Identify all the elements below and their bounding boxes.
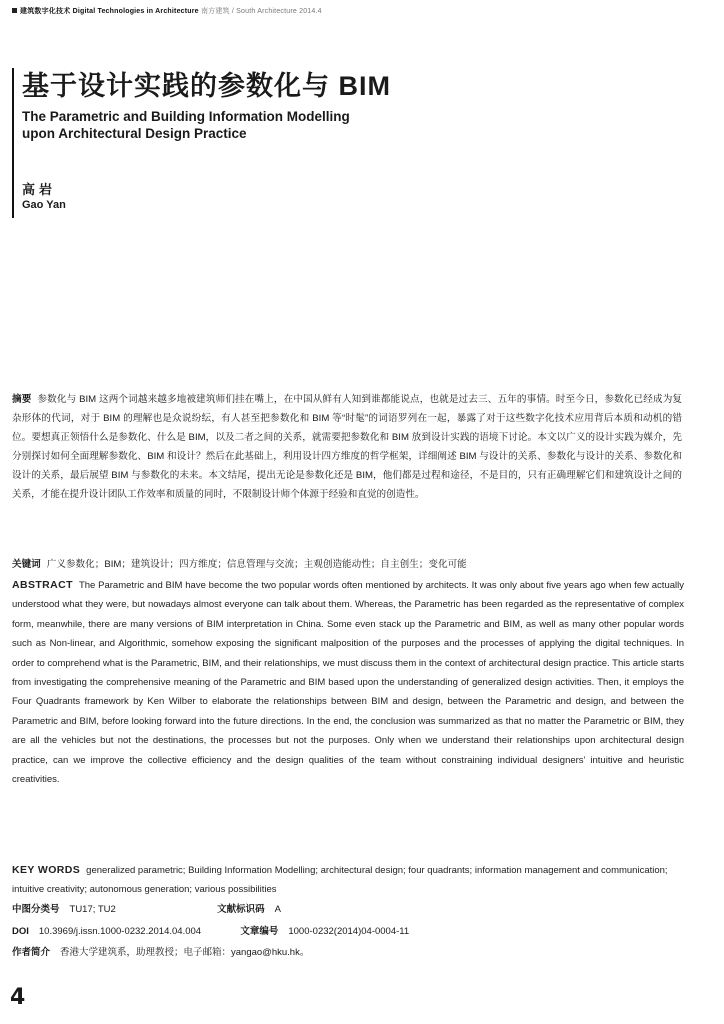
title-en — [22, 108, 702, 142]
abstract-en-text: The Parametric and BIM have become the two popular words often mentioned by architects. It was only about five years ago when few actually understood what they were, but nowadays almost everyone can talk about them. Whereas, the Parametric has been regarded as the representative of complex form, meanwhile, there are many versions of BIM interpretation in China. Some even stack up the Parametric and BIM, as well as many other popular words such as Non-linear, and Algorithmic, somehow exposing the significant malposition of the purposes and the processes of applying the digital techniques. In order to comprehend what is the Parametric, BIM, and their relationships, we must discuss them in the context of architectural design practice. This article starts from investigating the comprehensive meaning of the Parametric and BIM based upon the understanding of generalized design activities. Then, it employs the Four Quadrants framework by Ken Wilber to elaborate the relationships between BIM and design, between the Parametric and design, and between the Parametric and BIM, before looking forward into the future directions. In the end, the conclusion was summarized as that no matter the Parametric or BIM, they are all the vehicles but not the destinations, the processes but not the purposes. Only when we understand their relationships upon architectural design practice, can we improve the collective efficiency and the design qualities of the team without constraining individual designers’ intuitive and heuristic creativities. — [12, 580, 684, 786]
abstract-zh-text: 参数化与 BIM 这两个词越来越多地被建筑师们挂在嘴上，在中国从鲜有人知到谁都能说点，也就是过去三、五年的事情。时至今日，参数化已经成为复杂形体的代词，对于 BIM 的理解也是众说纷纭，有人甚至把参数化和 BIM 等“时髦”的词语罗列在一起，暴露了对于这些数字化技术应用背后本质和动机的错位。要想真正领悟什么是参数化、什么是 BIM，以及二者之间的关系，就需要把参数化和 BIM 放到设计实践的语境下讨论。本文以广义的设计实践为媒介，先分别探讨如何全面理解参数化、BIM 和设计？然后在此基础上，利用设计四方维度的哲学框架，详细阐述 BIM 与设计的关系、参数化与设计的关系、参数化和设计的关系，最后展望 BIM 与参数化的未来。本文结尾，提出无论是参数化还是 BIM，他们都是过程和途径，不是目的，只有正确理解它们和建筑设计之间的关系，才能在提升设计团队工作效率和质量的同时，不限制设计师个体源于经验和直觉的创造性。 — [12, 394, 683, 500]
author-name-zh: 高岩 — [22, 182, 57, 197]
abstract-zh — [12, 390, 682, 504]
article-number-value: 1000-0232(2014)04-0004-11 — [288, 926, 410, 937]
author-intro-value: 香港大学建筑系，助理教授；电子邮箱：yangao@hku.hk。 — [60, 947, 310, 958]
author-intro-row — [12, 946, 692, 960]
keywords-en-label: KEY WORDS — [12, 864, 81, 876]
title-zh: 基于设计实践的参数化与 BIM — [22, 71, 391, 101]
keywords-en — [12, 861, 684, 899]
square-bullet-icon — [12, 8, 17, 13]
abstract-zh-label: 摘要 — [12, 394, 32, 405]
running-header — [12, 6, 712, 16]
publication-info: 南方建筑 / South Architecture 2014.4 — [200, 8, 322, 15]
journal-name-en: Digital Technologies in Architecture — [72, 8, 199, 15]
abstract-en — [12, 576, 684, 789]
keywords-zh — [12, 557, 682, 573]
classification-value: TU17; TU2 — [69, 904, 116, 915]
keywords-zh-label: 关键词 — [12, 559, 41, 570]
keywords-zh-text: 广义参数化；BIM；建筑设计；四方维度；信息管理与交流；主观创造能动性；自主创生；变化可能 — [46, 559, 467, 570]
classification-row — [12, 903, 692, 917]
doi-value: 10.3969/j.issn.1000-0232.2014.04.004 — [38, 926, 202, 937]
doc-code-value: A — [274, 904, 281, 915]
author-intro-label: 作者简介 — [12, 947, 51, 958]
doc-code-label: 文献标识码 — [217, 904, 265, 915]
author-name-en: Gao Yan — [22, 199, 66, 211]
journal-name-zh: 建筑数字化技术 — [20, 8, 71, 15]
title-en-line-2: upon Architectural Design Practice — [22, 126, 247, 141]
doi-row — [12, 925, 692, 939]
abstract-en-label: ABSTRACT — [12, 579, 73, 591]
keywords-en-text: generalized parametric; Building Information Modelling; architectural design; four quadrants; information management and communication; intuitive creativity; autonomous generation; various possibilities — [12, 865, 668, 895]
doi-label: DOI — [12, 926, 29, 937]
classification-label: 中图分类号 — [12, 904, 60, 915]
title-block — [12, 68, 702, 218]
title-en-line-1: The Parametric and Building Information Modelling — [22, 109, 350, 124]
article-number-label: 文章编号 — [240, 926, 279, 937]
page-number: 4 — [10, 985, 26, 1010]
